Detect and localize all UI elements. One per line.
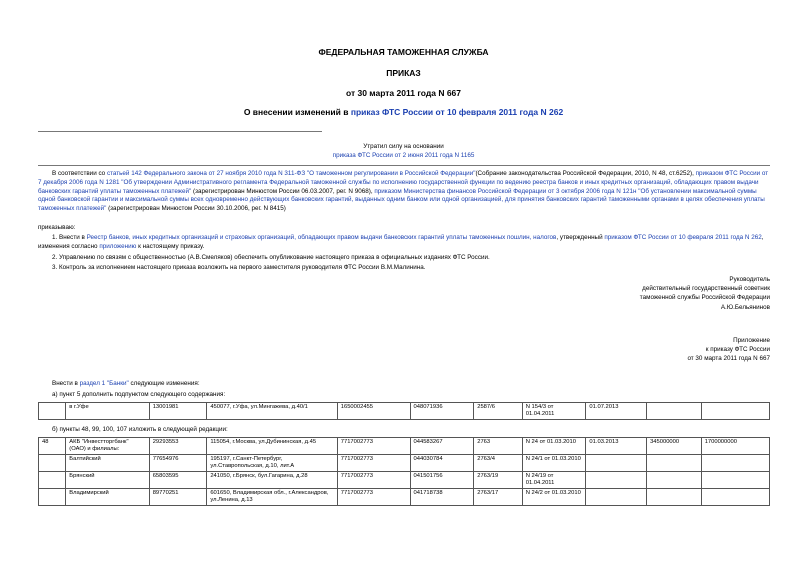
table-cell: 48 xyxy=(39,438,66,455)
table-cell: Балтийский xyxy=(66,455,149,472)
signature-name: А.Ю.Бельянинов xyxy=(720,303,770,311)
table-cell: N 24/19 от 01.04.2011 xyxy=(522,472,586,489)
table-cell: 044583267 xyxy=(410,438,474,455)
table-cell xyxy=(701,472,769,489)
change-b xyxy=(38,426,770,435)
table-cell: 241050, г.Брянск, бул.Гагарина, д.28 xyxy=(207,472,337,489)
table-cell: 048071936 xyxy=(410,403,474,420)
table-cell: 7717002773 xyxy=(337,472,410,489)
preamble-text: (зарегистрирован Минюстом России 06.03.2007, рег. N 9068), xyxy=(191,187,375,195)
table-cell xyxy=(586,455,647,472)
table-addition xyxy=(38,402,770,420)
table-cell: 450077, г.Уфа, ул.Мингажева, д.40/1 xyxy=(207,403,337,420)
table-cell: Владимирский xyxy=(66,489,149,506)
signature-line: Руководитель xyxy=(729,276,770,283)
appendix-block xyxy=(510,336,770,364)
table-cell: 01.07.2013 xyxy=(586,403,647,420)
table-cell: 2763/17 xyxy=(474,489,523,506)
table-cell xyxy=(586,472,647,489)
table-row xyxy=(39,455,770,472)
table-cell: 65803595 xyxy=(149,472,207,489)
table-row xyxy=(39,472,770,489)
table-row xyxy=(39,438,770,455)
table-cell: 7717002773 xyxy=(337,489,410,506)
table-cell xyxy=(39,472,66,489)
appendix-line: от 30 марта 2011 года N 667 xyxy=(687,355,770,363)
table-cell: 2763 xyxy=(474,438,523,455)
item-1 xyxy=(38,234,770,252)
table-cell xyxy=(701,489,769,506)
table-cell: 7717002773 xyxy=(337,455,410,472)
order-1281-link[interactable]: приказом ФТС России от 7 декабря 2006 года N 1281 "Об утверждении Административного регламента Федеральной таможенной службы по исполнению государственной функции по ведению реестра банков и иных кредитных организаций, обладающих правом выдачи банковских гарантий уплаты таможенных платежей" xyxy=(38,170,769,195)
table-cell xyxy=(701,403,769,420)
table-cell xyxy=(39,489,66,506)
law-link[interactable]: статьей 142 Федерального закона от 27 ноября 2010 года N 311-ФЗ "О таможенном регулировании в Российской Федерации" xyxy=(106,170,476,177)
table-cell: 2763/19 xyxy=(474,472,523,489)
table-cell xyxy=(647,403,702,420)
table-cell xyxy=(39,455,66,472)
doc-title-link[interactable]: приказ ФТС России от 10 февраля 2011 года N 262 xyxy=(350,107,564,117)
changes-intro xyxy=(38,380,770,389)
doc-title xyxy=(0,107,807,117)
signature-block xyxy=(510,275,770,312)
table-cell: 044030784 xyxy=(410,455,474,472)
appendix-link[interactable]: приложению xyxy=(99,242,137,250)
item-2 xyxy=(38,254,770,263)
table-cell xyxy=(647,455,702,472)
doc-type: ПРИКАЗ xyxy=(386,68,421,78)
table-cell: 1650002455 xyxy=(337,403,410,420)
table-cell: в г.Уфе xyxy=(66,403,149,420)
table-cell: N 24/2 от 01.03.2010 xyxy=(522,489,586,506)
table-cell: 01.03.2013 xyxy=(586,438,647,455)
repeal-note-line1: Утратил силу на основании xyxy=(363,143,444,150)
doc-title-text: О внесении изменений в xyxy=(243,107,351,117)
table-cell: 2763/4 xyxy=(474,455,523,472)
preamble-paragraph xyxy=(38,170,770,214)
item-text: 2. Управлению по связям с общественностью (А.В.Смеляков) обеспечить опубликование настоящего приказа в официальных изданиях ФТС России. xyxy=(52,254,490,261)
table-cell: N 24 от 01.03.2010 xyxy=(522,438,586,455)
preamble-text: (зарегистрирован Минюстом России 30.10.2006, рег. N 8415) xyxy=(106,205,286,213)
table-cell: АКБ "Инвестторгбанк" (ОАО) и филиалы: xyxy=(66,438,149,455)
order-262-link[interactable]: приказом ФТС России от 10 февраля 2011 года N 262 xyxy=(604,234,762,241)
table-cell xyxy=(39,403,66,420)
agency-title: ФЕДЕРАЛЬНАЯ ТАМОЖЕННАЯ СЛУЖБА xyxy=(318,47,489,57)
section-1-link[interactable]: раздел 1 "Банки" xyxy=(79,380,129,387)
table-row xyxy=(39,403,770,420)
table-cell: 041718738 xyxy=(410,489,474,506)
signature-line: действительный государственный советник xyxy=(642,285,770,293)
changes-text: следующие изменения: xyxy=(128,380,200,387)
table-cell xyxy=(701,455,769,472)
table-cell: 7717002773 xyxy=(337,438,410,455)
item-text: к настоящему приказу. xyxy=(136,242,205,250)
preamble-text: В соответствии со xyxy=(52,170,107,177)
item-3 xyxy=(38,264,770,273)
table-cell xyxy=(647,489,702,506)
table-cell: 89770251 xyxy=(149,489,207,506)
table-cell: N 24/1 от 01.03.2010 xyxy=(522,455,586,472)
change-a xyxy=(38,391,770,400)
table-cell: Брянский xyxy=(66,472,149,489)
appendix-line: Приложение xyxy=(733,337,770,344)
appendix-line: к приказу ФТС России xyxy=(705,346,770,354)
registry-link[interactable]: Реестр банков, иных кредитных организаций и страховых организаций, обладающих правом выдачи банковских гарантий уплаты таможенных пошлин, налогов xyxy=(86,234,557,241)
changes-text: Внести в xyxy=(52,380,80,387)
repeal-note-link[interactable]: приказа ФТС России от 2 июня 2011 года N 1165 xyxy=(332,152,475,159)
item-text: , утвержденный xyxy=(556,234,605,241)
preamble-text: (Собрание законодательства Российской Федерации, 2010, N 48, ст.6252), xyxy=(475,170,696,177)
table-cell: 1700000000 xyxy=(701,438,769,455)
table-cell xyxy=(586,489,647,506)
table-cell: 601650, Владимирская обл., г.Александров, ул.Ленина, д.13 xyxy=(207,489,337,506)
table-cell: 345000000 xyxy=(647,438,702,455)
changes-text: а) пункт 5 дополнить подпунктом следующего содержания: xyxy=(52,391,226,398)
order-word: приказываю: xyxy=(38,224,76,231)
table-cell: 29293553 xyxy=(149,438,207,455)
item-text: 1. Внести в xyxy=(52,234,87,241)
table-cell: N 154/3 от 01.04.2011 xyxy=(522,403,586,420)
table-cell: 195197, г.Санкт-Петербург, ул.Ставропольская, д.10, лит.А xyxy=(207,455,337,472)
table-cell: 13001981 xyxy=(149,403,207,420)
order-121n-link[interactable]: приказом Министерства финансов Российской Федерации от 3 октября 2006 года N 121н "Об установлении максимальной суммы одной банковской гарантии и максимальной суммы всех одновременно действующих банковских гарантий, выданных одним банком или одной организацией, для принятия банковских гарантий таможенными органами в целях обеспечения уплаты таможенных платежей" xyxy=(38,187,765,213)
table-cell: 115054, г.Москва, ул.Дубининская, д.45 xyxy=(207,438,337,455)
signature-line: таможенной службы Российской Федерации xyxy=(639,294,770,302)
table-cell: 2587/6 xyxy=(474,403,523,420)
table-cell xyxy=(647,472,702,489)
divider xyxy=(38,165,770,166)
changes-text: б) пункты 48, 99, 100, 107 изложить в следующей редакции: xyxy=(52,426,228,433)
item-text: 3. Контроль за исполнением настоящего приказа возложить на первого заместителя руководителя ФТС России В.М.Малинина. xyxy=(52,264,426,271)
doc-date-number: от 30 марта 2011 года N 667 xyxy=(345,88,462,98)
table-cell: 77654976 xyxy=(149,455,207,472)
table-row xyxy=(39,489,770,506)
divider xyxy=(38,131,322,132)
table-cell: 041501756 xyxy=(410,472,474,489)
table-replacement xyxy=(38,437,770,506)
item-text: , изменения согласно xyxy=(38,234,764,250)
